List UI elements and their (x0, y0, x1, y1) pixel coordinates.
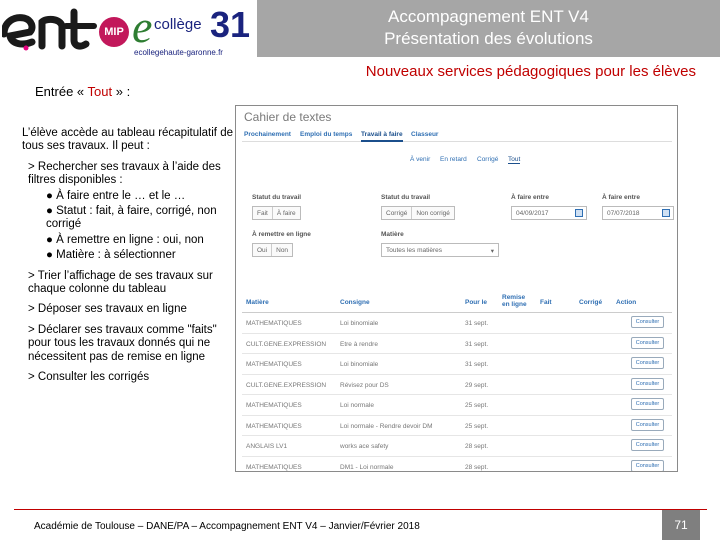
cell-date: 25 sept. (465, 402, 489, 409)
entry-highlight: Tout (87, 84, 113, 99)
cell-consigne: Loi binomiale (340, 361, 379, 368)
app-title: Cahier de textes (244, 110, 332, 124)
table-row (242, 375, 672, 396)
item-upload: > Déposer ses travaux en ligne (28, 303, 187, 316)
calendar-icon[interactable] (575, 209, 583, 217)
title-line-2: Présentation des évolutions (384, 29, 593, 48)
cell-matiere: CULT.GENE.EXPRESSION (246, 340, 327, 348)
filter-label-statut: Statut du travail (252, 194, 302, 201)
filter-label-matiere: Matière (381, 231, 404, 238)
col-remise[interactable] (502, 294, 527, 308)
item-sort: > Trier l’affichage de ses travaux sur chaque colonne du tableau (28, 269, 213, 296)
cell-matiere: MATHEMATIQUES (246, 361, 302, 368)
tab-prochainement[interactable]: Prochainement (244, 131, 291, 138)
table-row (242, 395, 672, 416)
college-logo (132, 1, 254, 62)
statut-corrige-toggle[interactable] (381, 206, 455, 220)
cell-date: 31 sept. (465, 320, 489, 327)
col-fait[interactable]: Fait (540, 299, 552, 306)
col-pour-le[interactable]: Pour le (465, 299, 488, 306)
col-action: Action (616, 299, 637, 306)
subtab-corrige[interactable]: Corrigé (477, 156, 499, 163)
table-row (242, 354, 672, 375)
col-corrige[interactable]: Corrigé (579, 299, 603, 306)
subtab-en-retard[interactable]: En retard (440, 156, 467, 163)
mip-logo: MIP (99, 17, 129, 47)
homework-table (242, 294, 672, 472)
table-row (242, 457, 672, 473)
bullet-online: ● À remettre en ligne : oui, non (46, 233, 204, 246)
option-fait[interactable]: Fait (253, 207, 273, 219)
cell-date: 28 sept. (465, 443, 489, 450)
date-from-input[interactable] (511, 206, 587, 220)
option-corrige[interactable]: Corrigé (382, 207, 412, 219)
matiere-select-value: Toutes les matières (386, 247, 442, 254)
entry-line (35, 84, 130, 99)
cell-matiere: ANGLAIS LV1 (246, 443, 288, 450)
item-declare: > Déclarer ses travaux comme "faits" pour tous les travaux donnés qui ne nécessitent pas de remise en ligne (28, 323, 217, 363)
cell-matiere: MATHEMATIQUES (246, 463, 302, 471)
bullet-subject: ● Matière : à sélectionner (46, 249, 176, 262)
entry-prefix: Entrée « (35, 84, 88, 99)
consulter-button[interactable]: Consulter (631, 357, 664, 369)
page-number: 71 (662, 510, 700, 540)
consulter-button[interactable]: Consulter (631, 316, 664, 328)
cell-consigne: Loi normale (340, 402, 374, 409)
option-a-faire[interactable]: À faire (276, 210, 296, 217)
homework-screenshot (235, 105, 678, 472)
date-to-input[interactable] (602, 206, 674, 220)
tab-classeur[interactable]: Classeur (411, 131, 439, 138)
description-intro: L’élève accède au tableau récapitulatif de tous ses travaux. Il peut : (22, 127, 233, 153)
footer-text: Académie de Toulouse – DANE/PA – Accompagnement ENT V4 – Janvier/Février 2018 (34, 521, 420, 532)
option-oui[interactable]: Oui (253, 244, 272, 256)
table-row (242, 334, 672, 355)
filter-label-remettre: À remettre en ligne (252, 231, 311, 238)
cell-date: 31 sept. (465, 340, 489, 348)
col-matiere[interactable]: Matière (246, 299, 269, 306)
cell-date: 29 sept. (465, 381, 489, 389)
filter-label-statut-2: Statut du travail (381, 194, 431, 201)
subtab-a-venir[interactable]: À venir (410, 156, 431, 163)
item-search: > Rechercher ses travaux à l’aide des filtres disponibles : (28, 160, 221, 187)
cell-consigne: Loi binomiale (340, 320, 379, 327)
bullet-date: ● À faire entre le … et le … (46, 189, 186, 202)
cell-matiere: MATHEMATIQUES (246, 320, 302, 327)
table-row (242, 313, 672, 334)
remettre-toggle[interactable] (252, 243, 293, 257)
consulter-button[interactable]: Consulter (631, 378, 664, 390)
table-header (242, 294, 672, 313)
option-non-corrige[interactable]: Non corrigé (416, 210, 450, 217)
consulter-button[interactable]: Consulter (631, 337, 664, 349)
cell-consigne: works ace safety (340, 443, 389, 450)
table-row (242, 416, 672, 437)
tab-emploi-du-temps[interactable]: Emploi du temps (300, 131, 353, 138)
date-to-value: 07/07/2018 (607, 210, 640, 217)
college-logo-url: ecollegehaute-garonne.fr (134, 48, 223, 57)
cell-date: 31 sept. (465, 361, 489, 368)
cell-consigne: DM1 - Loi normale (340, 463, 394, 471)
title-line-1: Accompagnement ENT V4 (388, 7, 589, 26)
bullet-status: ● Statut : fait, à faire, corrigé, non corrigé (46, 205, 217, 231)
cell-matiere: CULT.GENE.EXPRESSION (246, 381, 327, 389)
cell-consigne: Etre à rendre (340, 340, 378, 348)
tab-travail-a-faire[interactable]: Travail à faire (361, 131, 403, 142)
date-from-value: 04/09/2017 (516, 210, 549, 217)
college-logo-e: e (132, 1, 153, 52)
subtab-tout[interactable]: Tout (508, 156, 521, 163)
cell-consigne: Loi normale - Rendre devoir DM (340, 422, 433, 430)
cell-matiere: MATHEMATIQUES (246, 422, 302, 430)
header-band (257, 0, 720, 57)
college-logo-word: collège (154, 16, 202, 33)
consulter-button[interactable]: Consulter (631, 419, 664, 431)
cell-matiere: MATHEMATIQUES (246, 402, 302, 409)
cell-date: 25 sept. (465, 422, 489, 430)
table-row (242, 436, 672, 457)
logo-bar (0, 0, 256, 66)
statut-fait-toggle[interactable] (252, 206, 301, 220)
calendar-icon[interactable] (662, 209, 670, 217)
college-logo-number: 31 (210, 4, 251, 45)
consulter-button[interactable]: Consulter (631, 398, 664, 410)
filter-label-date-from: À faire entre (511, 194, 549, 201)
col-consigne[interactable]: Consigne (340, 299, 370, 306)
cell-consigne: Révisez pour DS (340, 381, 389, 389)
chevron-down-icon: ▾ (490, 248, 494, 255)
slide-subtitle: Nouveaux services pédagogiques pour les élèves (365, 63, 696, 80)
top-nav (242, 128, 672, 142)
col-remise-line2: en ligne (502, 301, 527, 308)
ent-logo (2, 8, 98, 52)
cell-date: 28 sept. (465, 463, 489, 471)
consulter-button[interactable]: Consulter (631, 460, 664, 472)
consulter-button[interactable]: Consulter (631, 439, 664, 451)
item-corrections: > Consulter les corrigés (28, 371, 150, 384)
col-remise-line1: Remise (502, 294, 526, 301)
option-non[interactable]: Non (276, 247, 289, 254)
filter-label-date-to: À faire entre (602, 194, 640, 201)
matiere-select[interactable] (381, 243, 499, 257)
entry-suffix: » : (112, 84, 131, 99)
footer-divider (14, 509, 707, 510)
description (22, 127, 234, 387)
